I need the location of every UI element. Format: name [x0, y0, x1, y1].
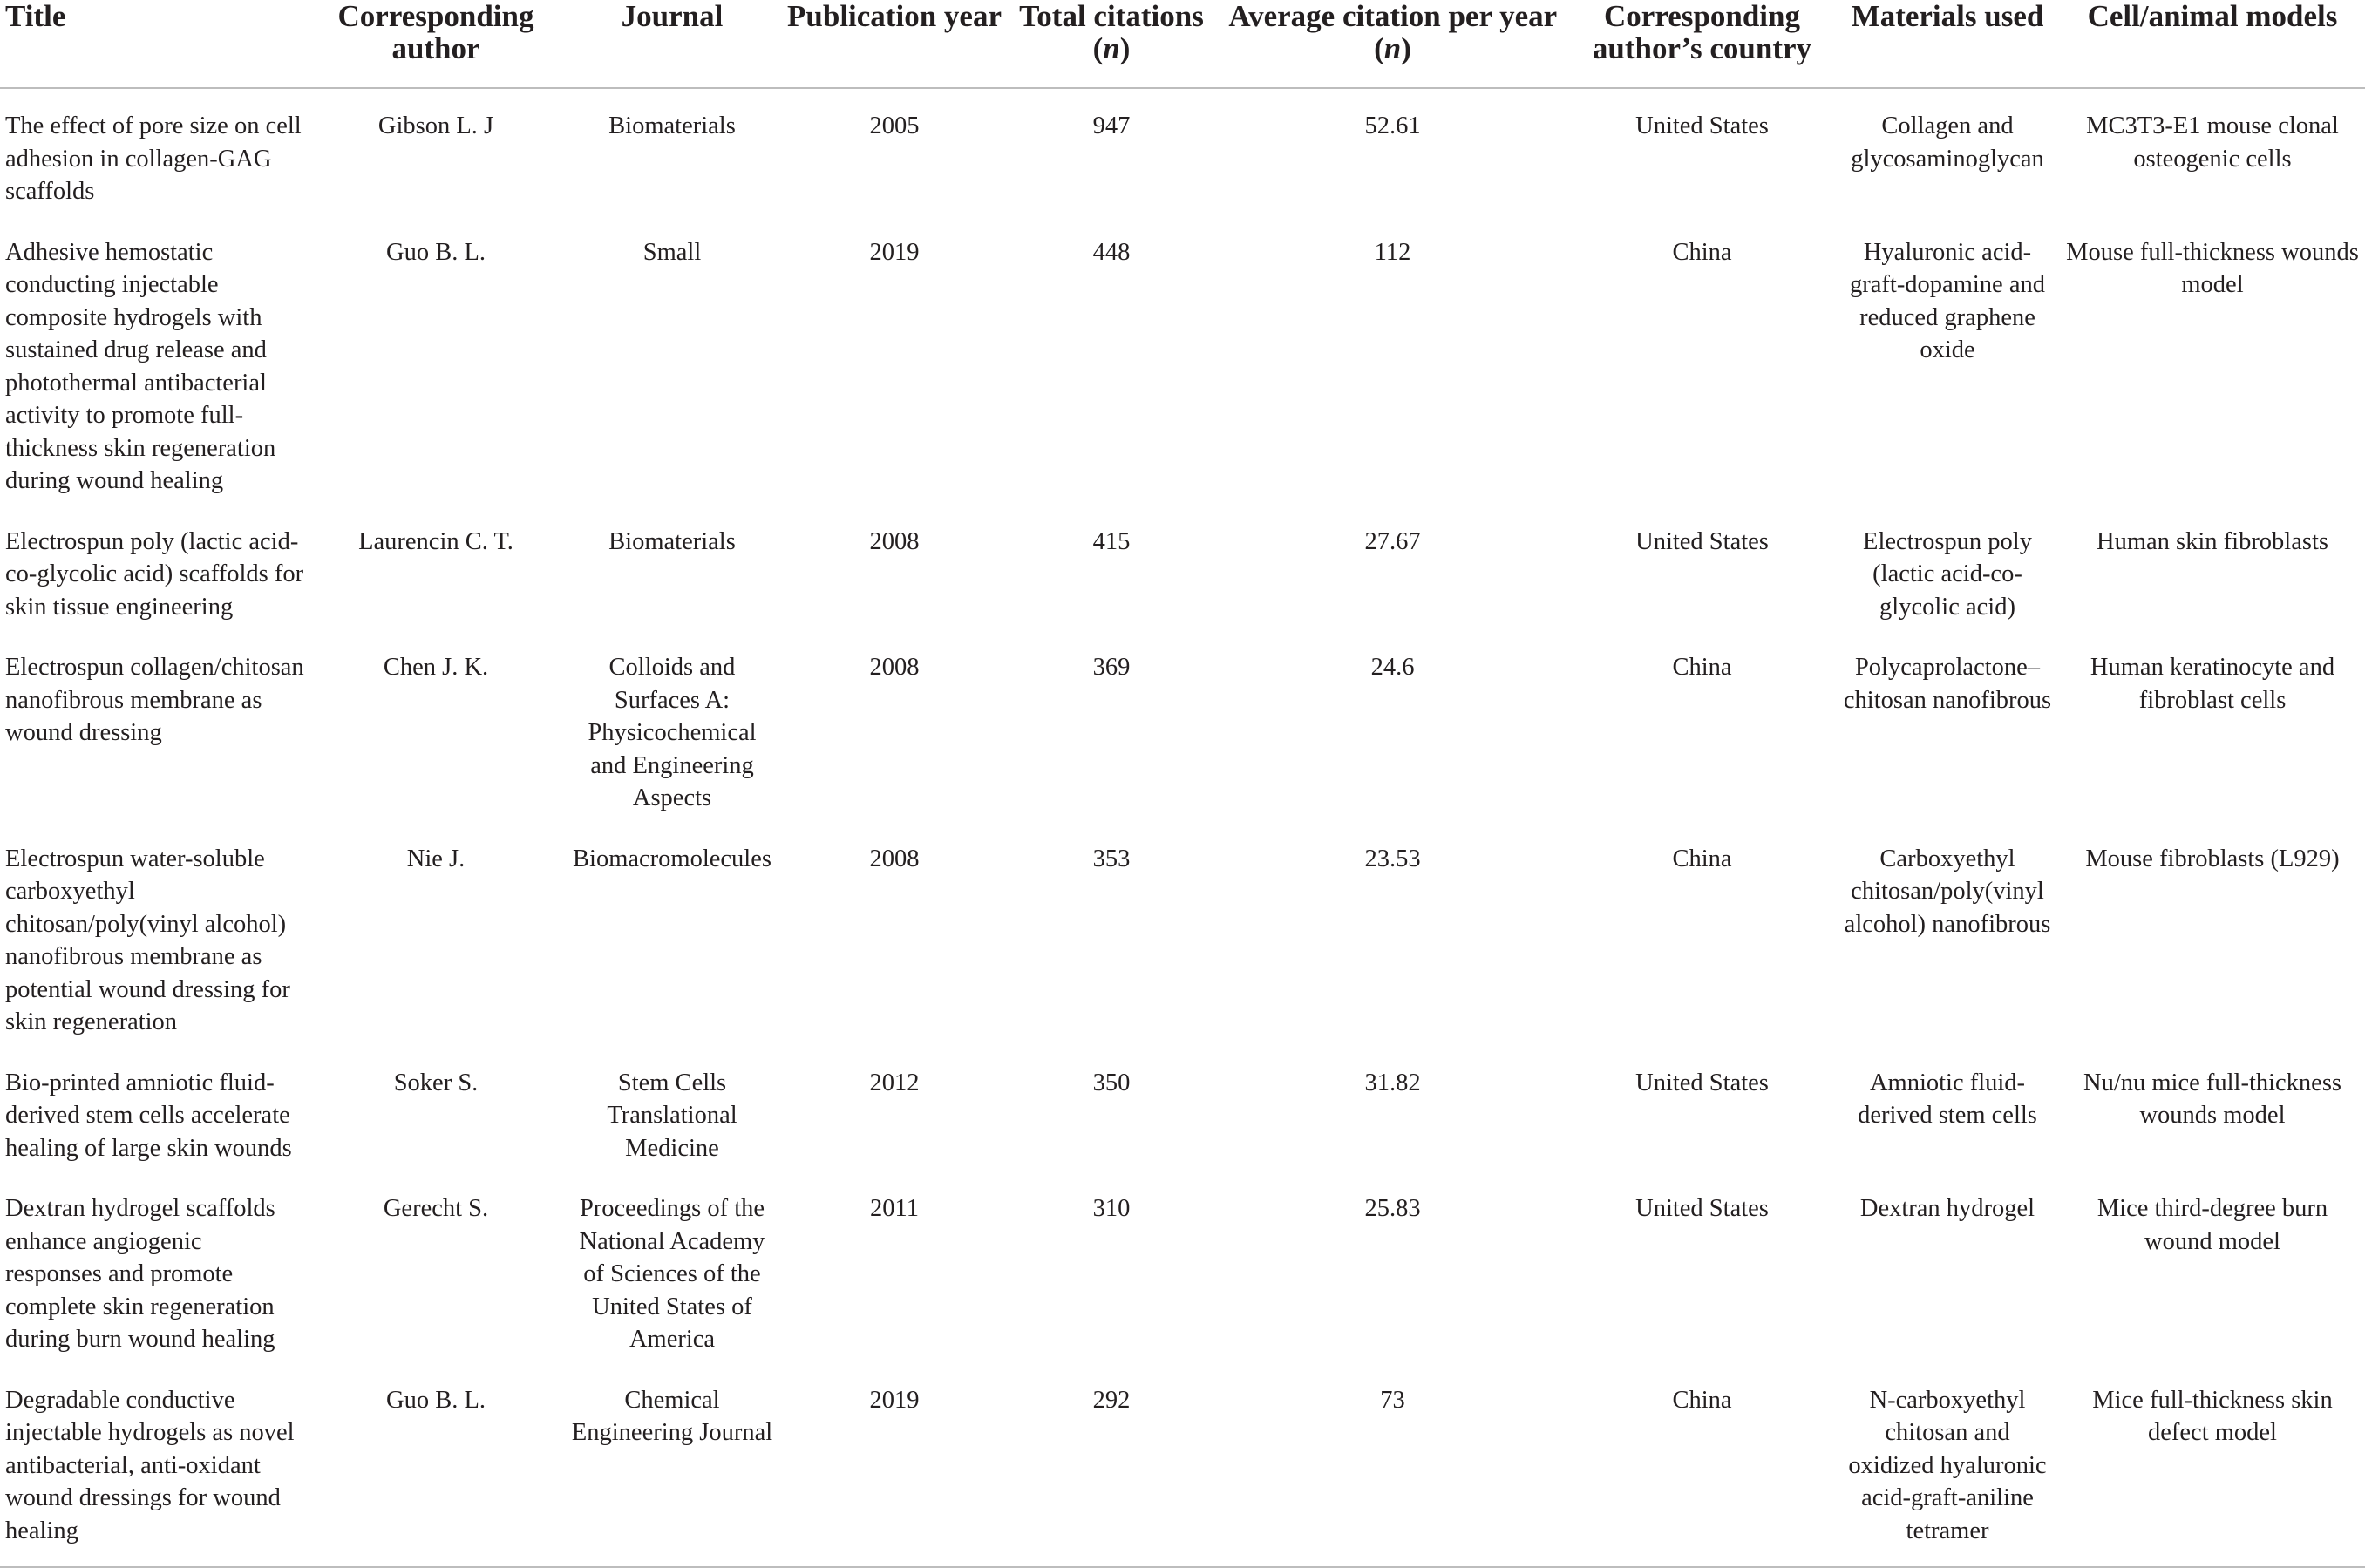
header-citations-unit: n	[1103, 31, 1120, 65]
cell-author: Laurencin C. T.	[358, 527, 513, 555]
cell-year: 2019	[869, 238, 920, 266]
cell-author: Soker S.	[393, 1069, 479, 1096]
cell-citations: 947	[1092, 112, 1131, 139]
cell-average: 23.53	[1364, 845, 1421, 872]
table-body	[0, 88, 2365, 1567]
table-row	[0, 215, 2365, 505]
cell-title: The effect of pore size on cell adhesion in collagen-GAG scaffolds	[5, 112, 302, 205]
cell-average: 27.67	[1364, 527, 1421, 555]
cell-author: Nie J.	[406, 845, 466, 872]
cell-materials: Electrospun poly (lactic acid-co-glycolic acid)	[1863, 527, 2032, 621]
header-average: Average citation per year (n)	[1228, 0, 1557, 65]
cell-materials: Polycaprolactone–chitosan nanofibrous	[1843, 654, 2052, 714]
cell-title: Electrospun collagen/chitosan nanofibrous membrane as wound dressing	[5, 654, 304, 746]
cell-year: 2005	[869, 112, 920, 139]
header-average-unit: n	[1383, 31, 1402, 65]
cell-country: United States	[1635, 112, 1769, 139]
table-row	[0, 1363, 2365, 1568]
cell-citations: 310	[1092, 1195, 1131, 1222]
cell-models: MC3T3-E1 mouse clonal osteogenic cells	[2086, 112, 2339, 173]
cell-models: Mouse fibroblasts (L929)	[2085, 845, 2340, 872]
cell-country: United States	[1635, 527, 1769, 555]
table-row	[0, 822, 2365, 1046]
cell-average: 52.61	[1364, 112, 1421, 139]
cell-country: China	[1672, 654, 1732, 681]
cell-average: 73	[1380, 1386, 1405, 1414]
cell-models: Mouse full-thickness wounds model	[2066, 238, 2359, 298]
cell-materials: Hyaluronic acid-graft-dopamine and reduced graphene oxide	[1850, 238, 2045, 363]
cell-models: Mice third-degree burn wound model	[2097, 1195, 2328, 1255]
cell-year: 2011	[870, 1195, 919, 1222]
cell-author: Guo B. L.	[386, 238, 486, 266]
cell-average: 31.82	[1364, 1069, 1421, 1096]
cell-journal: Small	[642, 238, 702, 266]
cell-author: Guo B. L.	[386, 1386, 486, 1414]
cell-average: 112	[1374, 238, 1411, 266]
cell-journal: Chemical Engineering Journal	[571, 1386, 773, 1446]
table-header	[0, 0, 2365, 88]
cell-journal: Stem Cells Translational Medicine	[607, 1069, 737, 1162]
table-row	[0, 505, 2365, 631]
cell-year: 2008	[869, 845, 920, 872]
header-author: Corresponding author	[337, 0, 534, 65]
cell-materials: Carboxyethyl chitosan/poly(vinyl alcohol) nanofibrous	[1844, 845, 2051, 938]
cell-citations: 350	[1092, 1069, 1131, 1096]
cell-models: Human keratinocyte and fibroblast cells	[2090, 654, 2335, 714]
cell-citations: 369	[1092, 654, 1131, 681]
cell-materials: Dextran hydrogel	[1859, 1195, 2035, 1222]
cell-title: Dextran hydrogel scaffolds enhance angiogenic responses and promote complete skin regeneration during burn wound healing	[5, 1195, 275, 1353]
cell-year: 2019	[869, 1386, 920, 1414]
cell-materials: Amniotic fluid-derived stem cells	[1858, 1069, 2037, 1129]
header-models: Cell/animal models	[2087, 0, 2338, 33]
table-row	[0, 1171, 2365, 1363]
cell-title: Electrospun water-soluble carboxyethyl chitosan/poly(vinyl alcohol) nanofibrous membrane as potential wound dressing for skin regeneration	[5, 845, 290, 1035]
cell-average: 25.83	[1364, 1195, 1421, 1222]
cell-models: Mice full-thickness skin defect model	[2092, 1386, 2333, 1446]
header-materials: Materials used	[1851, 0, 2044, 33]
cell-journal: Biomaterials	[608, 112, 736, 139]
cell-journal: Proceedings of the National Academy of Sciences of the United States of America	[579, 1195, 765, 1353]
cell-models: Nu/nu mice full-thickness wounds model	[2083, 1069, 2342, 1129]
cell-materials: N-carboxyethyl chitosan and oxidized hyaluronic acid-graft-aniline tetramer	[1848, 1386, 2047, 1544]
cell-country: China	[1672, 238, 1732, 266]
table-row	[0, 630, 2365, 822]
cell-author: Chen J. K.	[383, 654, 489, 681]
cell-citations: 292	[1092, 1386, 1131, 1414]
header-row	[0, 0, 2365, 88]
cell-average: 24.6	[1370, 654, 1415, 681]
header-country: Corresponding author’s country	[1592, 0, 1812, 65]
cell-materials: Collagen and glycosaminoglycan	[1851, 112, 2044, 173]
cell-journal: Biomaterials	[608, 527, 736, 555]
cell-citations: 448	[1092, 238, 1131, 266]
table-row	[0, 88, 2365, 215]
table-row	[0, 1046, 2365, 1172]
cell-country: United States	[1635, 1195, 1769, 1222]
cell-author: Gerecht S.	[383, 1195, 489, 1222]
header-citations: Total citations (n)	[1019, 0, 1204, 65]
cell-title: Bio-printed amniotic fluid-derived stem cells accelerate healing of large skin wounds	[5, 1069, 292, 1162]
cell-citations: 415	[1092, 527, 1131, 555]
cell-country: China	[1672, 845, 1732, 872]
cell-title: Adhesive hemostatic conducting injectable composite hydrogels with sustained drug release and photothermal antibacterial activity to promote full-thickness skin regeneration during wound healing	[5, 238, 276, 494]
cell-country: United States	[1635, 1069, 1769, 1096]
header-journal: Journal	[621, 0, 724, 33]
cell-journal: Biomacromolecules	[573, 845, 771, 872]
header-title: Title	[5, 0, 66, 33]
cell-year: 2012	[869, 1069, 920, 1096]
cell-journal: Colloids and Surfaces A: Physicochemical and Engineering Aspects	[588, 654, 757, 811]
header-year: Publication year	[787, 0, 1002, 33]
cell-citations: 353	[1092, 845, 1131, 872]
cell-title: Degradable conductive injectable hydrogels as novel antibacterial, anti-oxidant wound dressings for wound healing	[5, 1386, 295, 1544]
cell-year: 2008	[869, 527, 920, 555]
cell-year: 2008	[869, 654, 920, 681]
cell-title: Electrospun poly (lactic acid-co-glycolic acid) scaffolds for skin tissue engineering	[5, 527, 304, 621]
cell-models: Human skin fibroblasts	[2097, 527, 2328, 555]
cell-country: China	[1672, 1386, 1732, 1414]
cell-author: Gibson L. J	[377, 112, 494, 139]
